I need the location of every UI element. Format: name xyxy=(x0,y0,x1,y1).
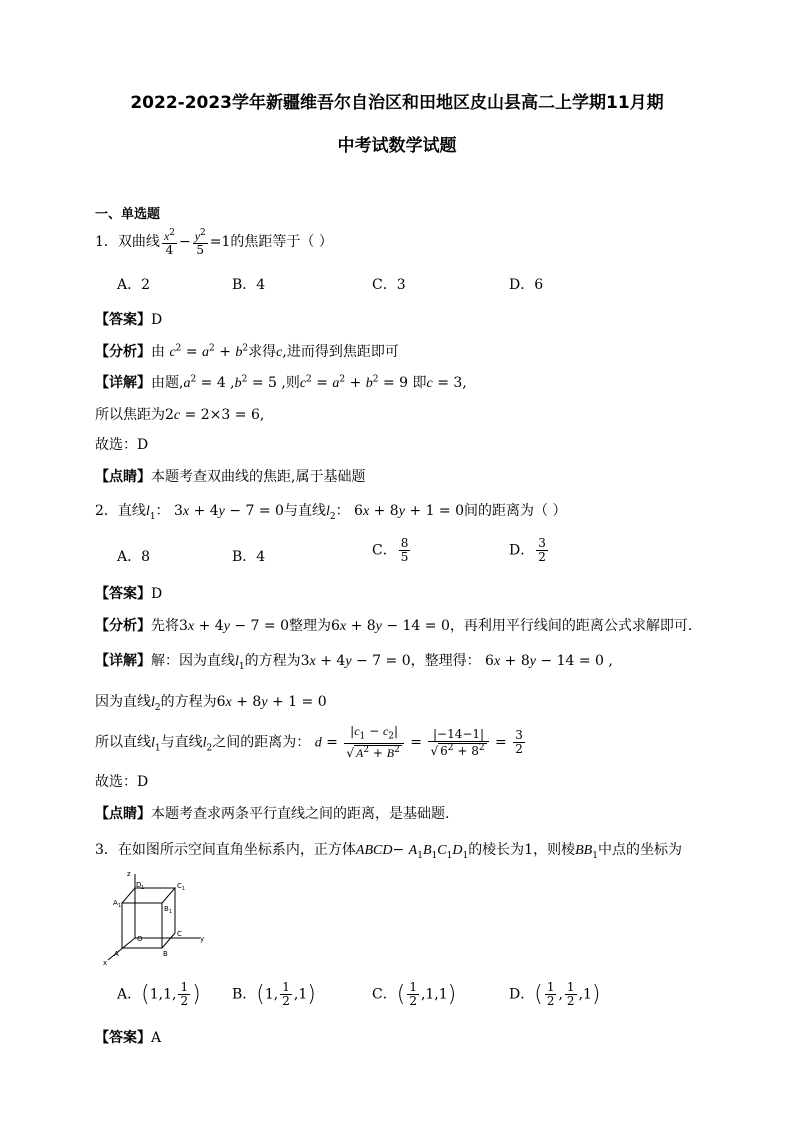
svg-text:D: D xyxy=(136,881,142,889)
svg-text:A: A xyxy=(114,950,119,958)
q1-stem: 1．双曲线 $\frac{x^2}{4}$ − $\frac{y^2}{5}$ =1的焦距等于（ ） xyxy=(95,228,333,257)
q1-answer: 【答案】D xyxy=(95,312,163,328)
q2-option-d: D． $\frac{3}{2}$ xyxy=(509,536,546,564)
q2-detail-3: 所以直线$l_1$与直线$l_2$之间的距离为： d = $\frac{|c_1 - c_2|}{√ A^2 + B^2}$ = $\frac{|-14-1|}{√ 6^2 + 8^2}$ = $\frac{3}{2}$ xyxy=(95,724,523,761)
svg-text:z: z xyxy=(127,870,131,878)
q2-stem: 2．直线$l_1$： 3x + 4y − 7 = 0与直线$l_2$： 6x + 8y + 1 = 0间的距离为（ ） xyxy=(95,503,567,522)
svg-text:O: O xyxy=(137,935,143,943)
section-heading: 一、单选题 xyxy=(95,207,161,222)
q3-stem: 3．在如图所示空间直角坐标系内，正方体ABCD− $A_1B_1C_1D_1$的棱长为1，则棱$BB_1$中点的坐标为 xyxy=(95,842,682,861)
q2-detail-2: 因为直线$l_2$的方程为6x + 8y + 1 = 0 xyxy=(95,694,327,713)
q1-choose: 故选：D xyxy=(95,437,149,453)
svg-text:B: B xyxy=(164,905,169,913)
q1-option-b: B．4 xyxy=(232,277,266,293)
q1-option-a: A．2 xyxy=(117,277,151,293)
q1-detail: 【详解】由题$,a^2 = 4$ $,b^2 = 5$ ,则$c^2 = a^2 + b^2 = 9$ 即c = 3, xyxy=(95,374,467,391)
svg-text:1: 1 xyxy=(118,903,122,909)
q3-option-a: A．(1,1, $\frac{1}{2}$ ) xyxy=(117,980,201,1008)
q2-option-b: B．4 xyxy=(232,549,266,565)
svg-text:y: y xyxy=(200,935,205,943)
svg-text:1: 1 xyxy=(141,885,145,891)
q2-detail: 【详解】解：因为直线$l_1$的方程为3x + 4y − 7 = 0，整理得： 6x + 8y − 14 = 0 , xyxy=(95,653,613,672)
q3-option-b: B．(1, $\frac{1}{2}$ ,1) xyxy=(232,980,316,1008)
q1-comment: 【点睛】本题考查双曲线的焦距,属于基础题 xyxy=(95,469,366,485)
title-line-1: 2022-2023学年新疆维吾尔自治区和田地区皮山县高二上学期11月期 xyxy=(130,93,664,113)
title-line-2: 中考试数学试题 xyxy=(337,136,457,156)
q3-option-c: C．( $\frac{1}{2}$ ,1,1) xyxy=(372,980,457,1008)
q1-analysis: 【分析】由 $c^2 = a^2 + b^2$求得c,进而得到焦距即可 xyxy=(95,343,399,360)
q2-option-c: C． $\frac{8}{5}$ xyxy=(372,536,409,564)
svg-text:A: A xyxy=(113,899,118,907)
q1-option-d: D．6 xyxy=(509,277,544,293)
q3-answer: 【答案】A xyxy=(95,1030,162,1046)
q1-option-c: C．3 xyxy=(372,277,406,293)
q2-analysis: 【分析】先将3x + 4y − 7 = 0整理为6x + 8y − 14 = 0，再利用平行线间的距离公式求解即可. xyxy=(95,618,693,634)
q2-option-a: A．8 xyxy=(117,549,151,565)
q3-option-d: D．( $\frac{1}{2}$ , $\frac{1}{2}$ ,1) xyxy=(509,980,601,1008)
svg-text:C: C xyxy=(177,882,182,890)
svg-text:1: 1 xyxy=(169,909,173,915)
svg-text:x: x xyxy=(103,959,108,967)
q2-comment: 【点睛】本题考查求两条平行直线之间的距离，是基础题. xyxy=(95,806,450,822)
cube-figure xyxy=(100,868,210,968)
svg-text:1: 1 xyxy=(182,886,186,892)
q2-choose: 故选：D xyxy=(95,774,149,790)
q2-answer: 【答案】D xyxy=(95,586,163,602)
svg-text:C: C xyxy=(177,930,182,938)
q1-detail-2: 所以焦距为2c = 2×3 = 6, xyxy=(95,407,265,423)
svg-text:B: B xyxy=(163,950,168,958)
